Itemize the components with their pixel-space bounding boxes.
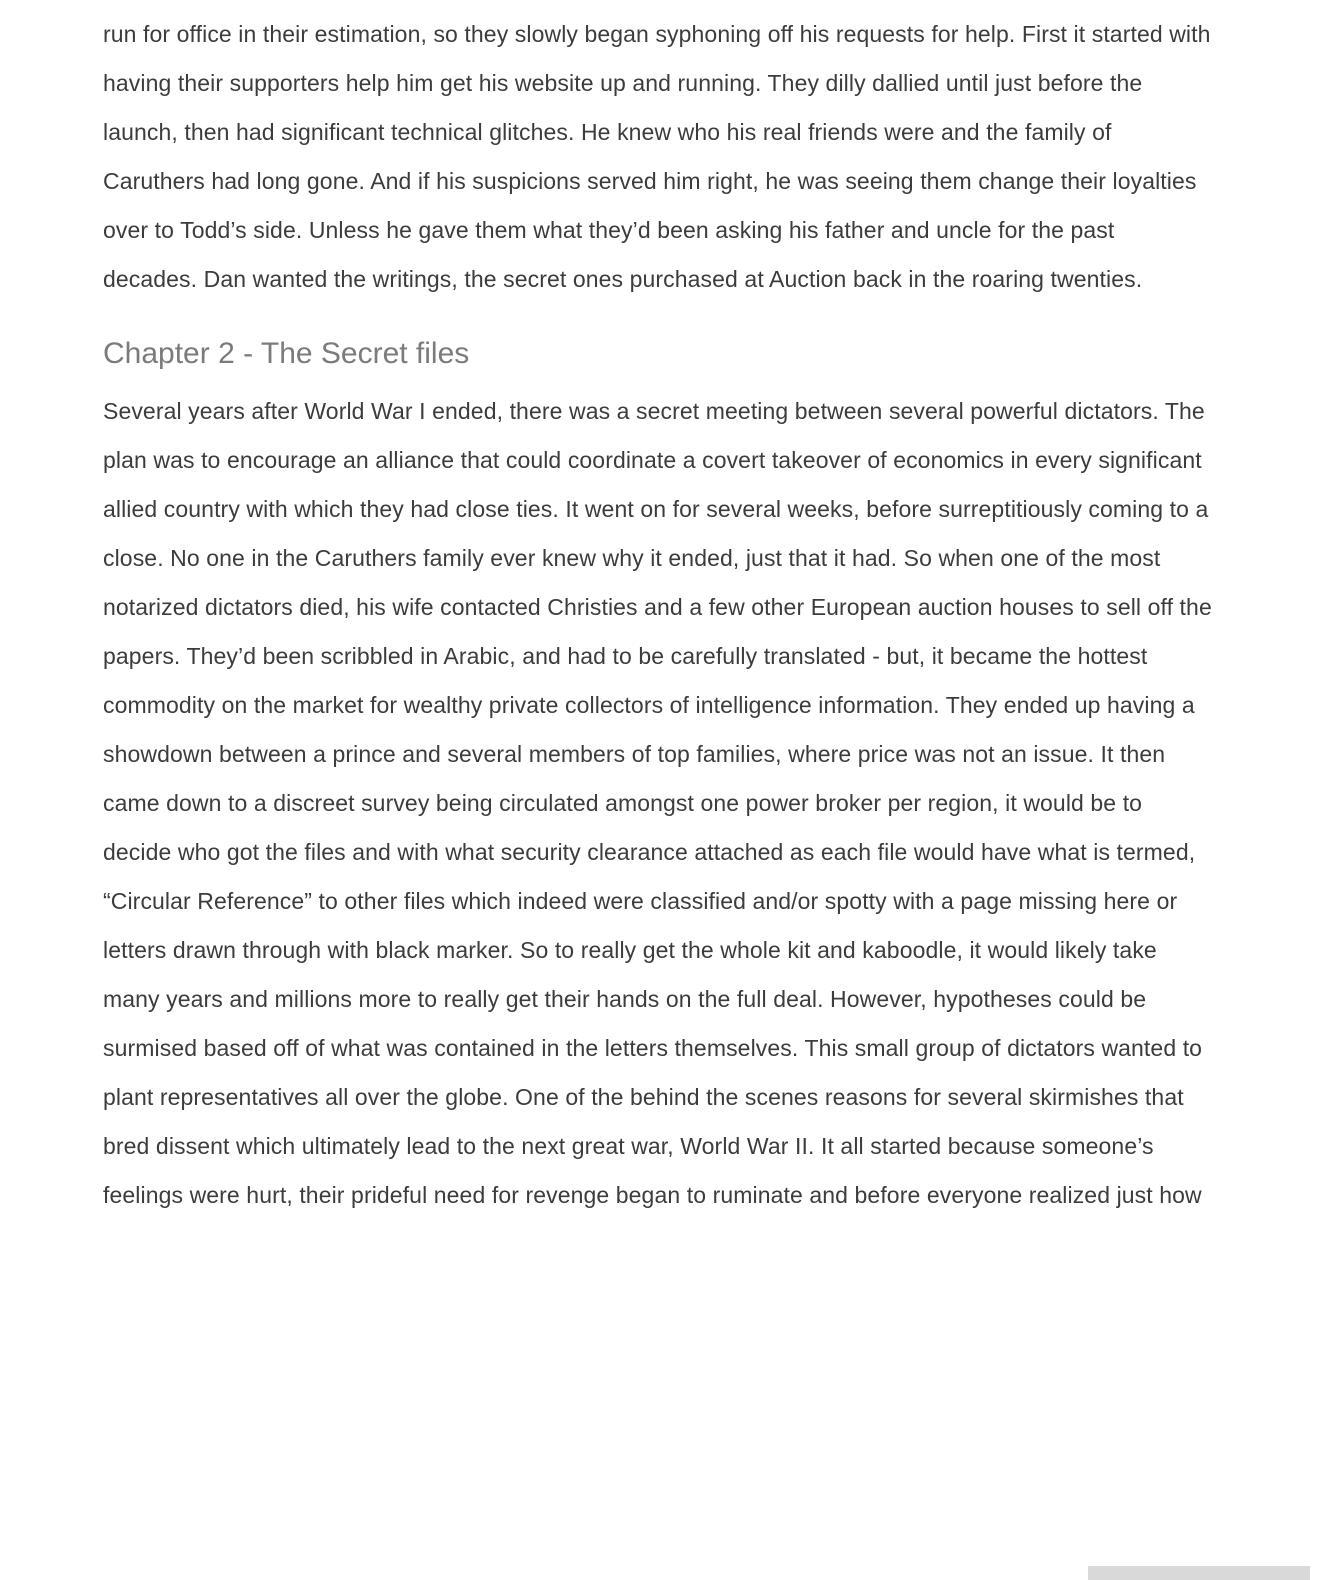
intro-paragraph: run for office in their estimation, so they slowly began syphoning off his requests for help. First it started with having their supporters help him get his website up and running. They dilly dallied until just before the launch, then had significant technical glitches. He knew who his real friends were and the family of Caruthers had long gone. And if his suspicions served him right, he was seeing them change their loyalties over to Todd’s side. Unless he gave them what they’d been asking his father and uncle for the past decades. Dan wanted the writings, the secret ones purchased at Auction back in the roaring twenties. (103, 21, 1211, 292)
chapter-heading: Chapter 2 - The Secret files (103, 337, 470, 370)
chapter-paragraph: Several years after World War I ended, there was a secret meeting between several powerful dictators. The plan was to encourage an alliance that could coordinate a covert takeover of economics in every significant allied country with which they had close ties. It went on for several weeks, before surreptitiously coming to a close. No one in the Caruthers family ever knew why it ended, just that it had. So when one of the most notarized dictators died, his wife contacted Christies and a few other European auction houses to sell off the papers. They’d been scribbled in Arabic, and had to be carefully translated - but, it became the hottest commodity on the market for wealthy private collectors of intelligence information. They ended up having a showdown between a prince and several members of top families, where price was not an issue. It then came down to a discreet survey being circulated amongst one power broker per region, it would be to decide who got the files and with what security clearance attached as each file would have what is termed, “Circular Reference” to other files which indeed were classified and/or spotty with a page missing here or letters drawn through with black marker. So to really get the whole kit and kaboodle, it would likely take many years and millions more to really get their hands on the full deal. However, hypotheses could be surmised based off of what was contained in the letters themselves. This small group of dictators wanted to plant representatives all over the globe. One of the behind the scenes reasons for several skirmishes that bred dissent which ultimately lead to the next great war, World War II. It all started because someone’s feelings were hurt, their prideful need for revenge began to ruminate and before everyone realized just how (103, 398, 1212, 1208)
page-bottom-edge (1088, 1566, 1310, 1580)
